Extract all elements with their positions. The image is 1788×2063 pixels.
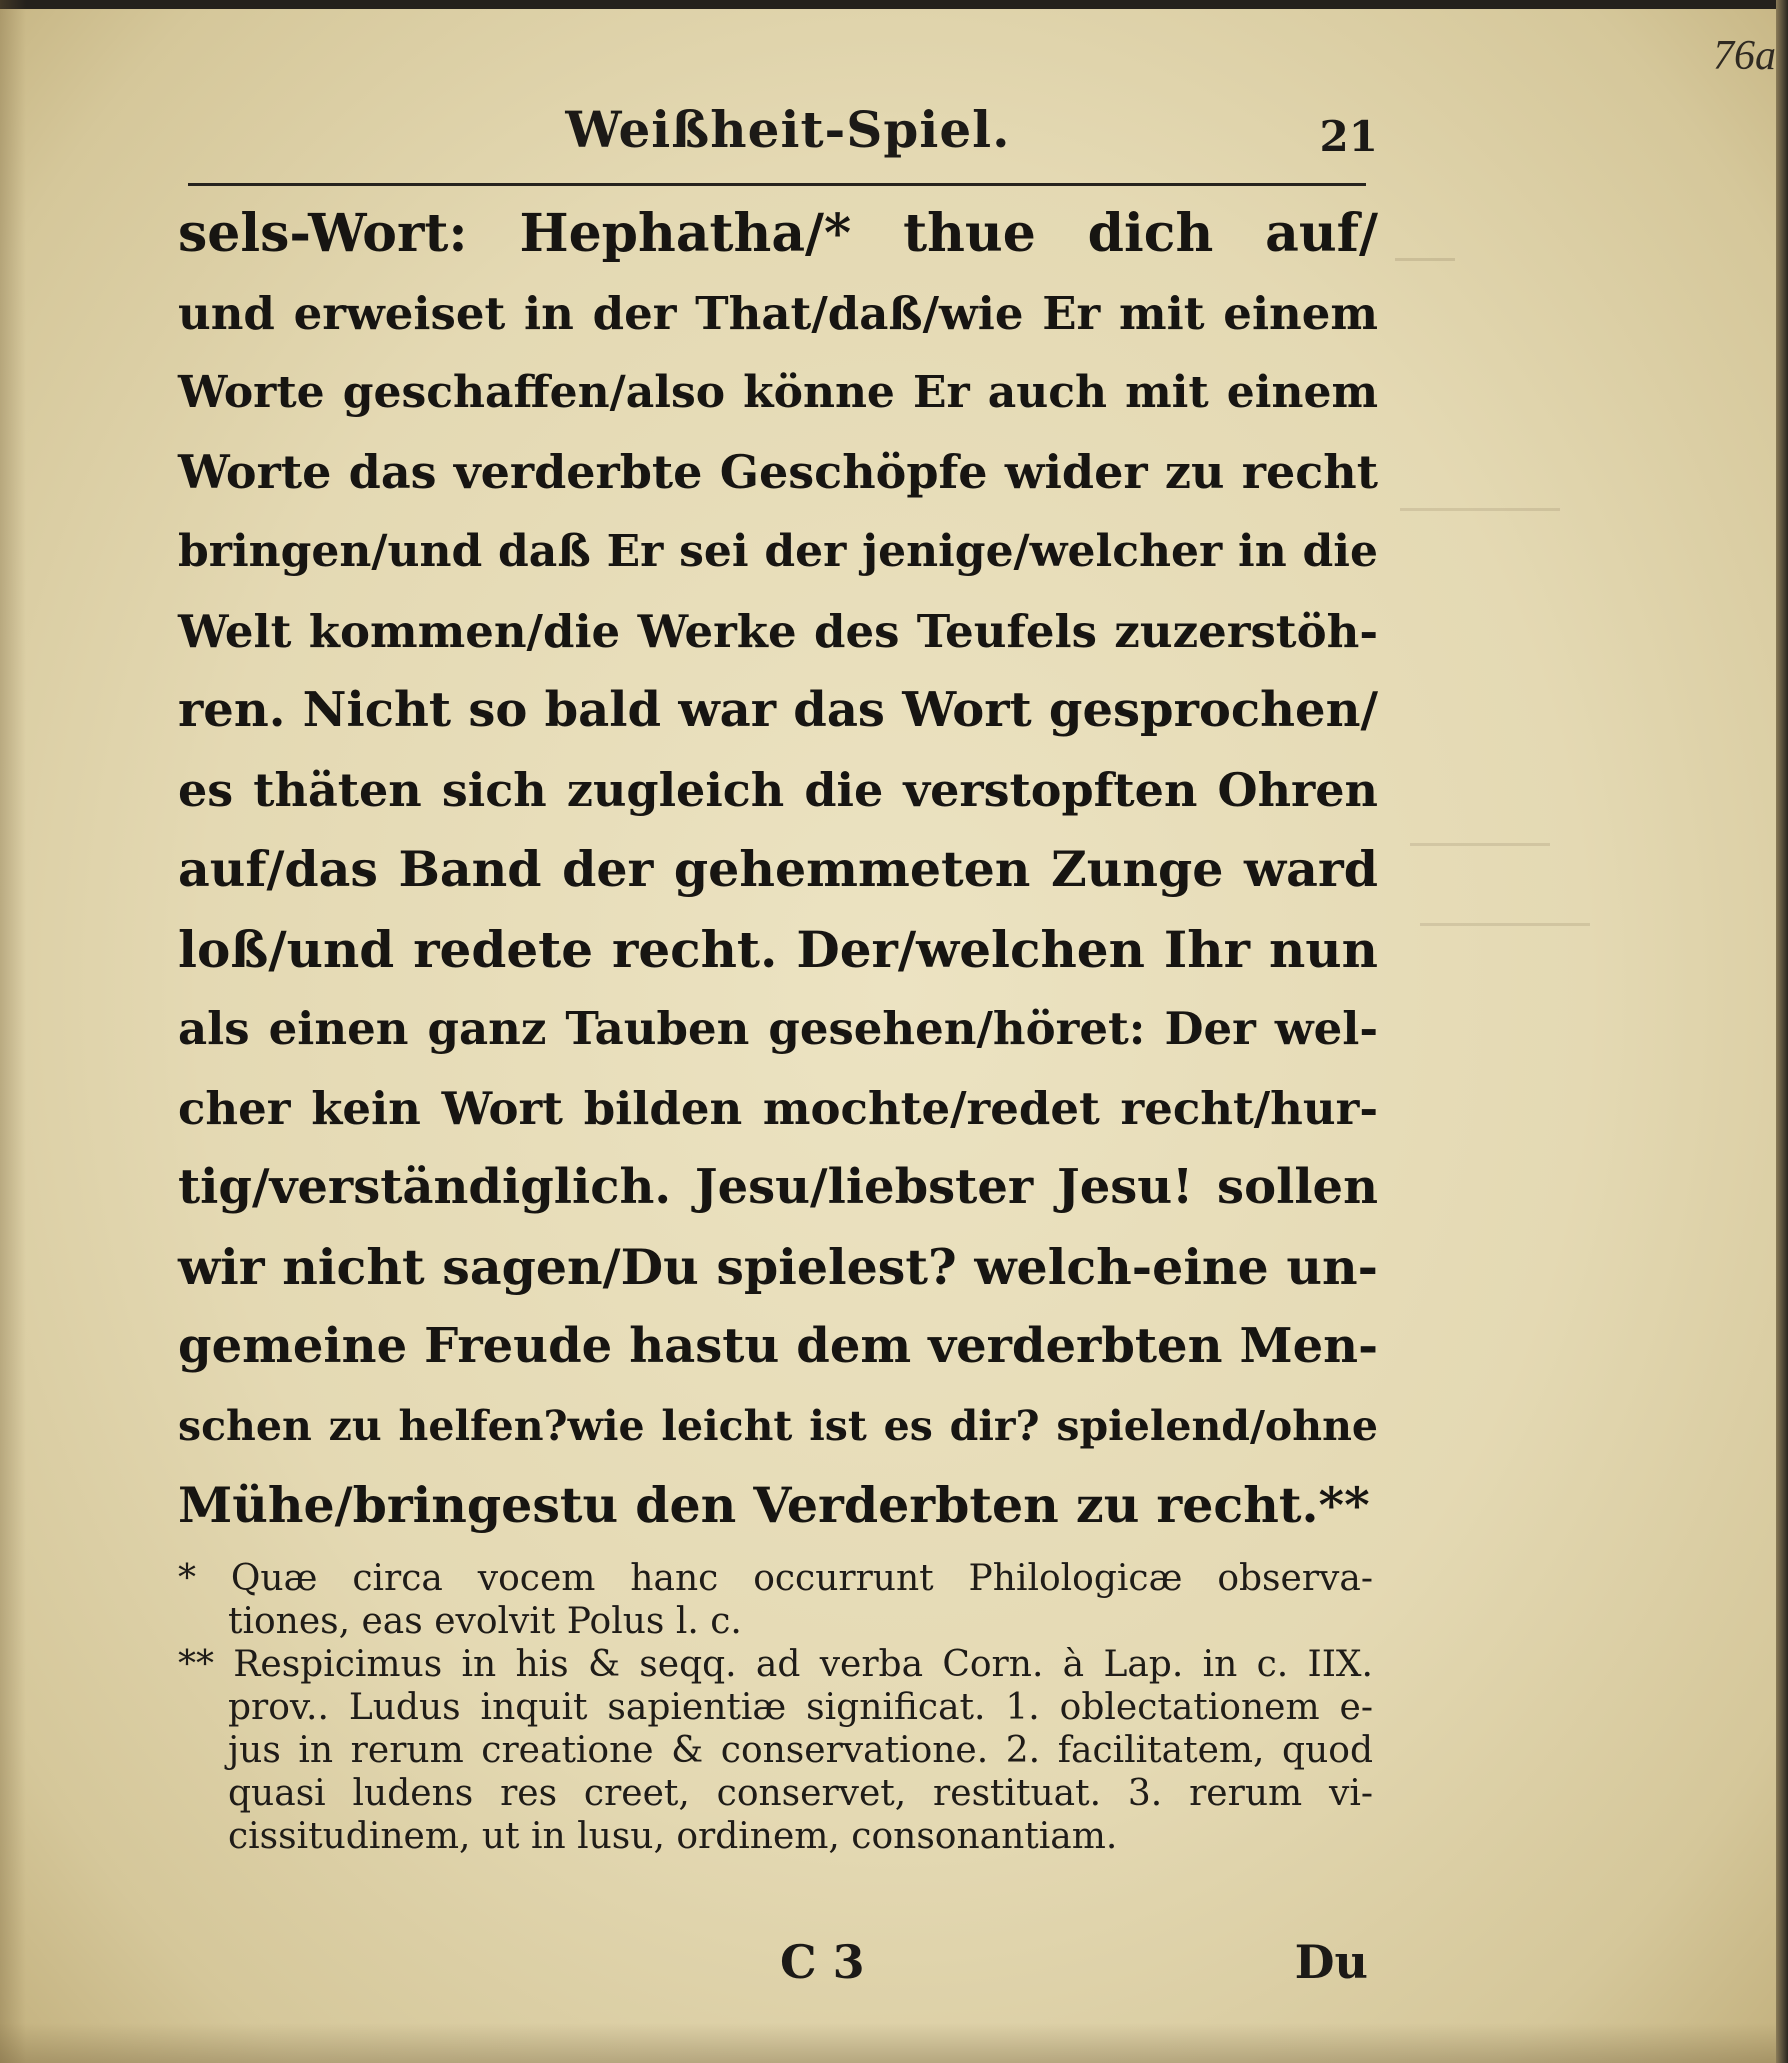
page-shadow-left	[0, 0, 26, 2063]
body-line: als einen ganz Tauben gesehen/höret: Der wel-	[178, 1002, 1378, 1055]
footnote-line: cissitudinem, ut in lusu, ordinem, consonantiam.	[228, 1816, 1118, 1857]
body-line: schen zu helfen?wie leicht ist es dir? spielend/ohne	[178, 1401, 1378, 1450]
body-line: wir nicht sagen/Du spielest? welch-eine un-	[178, 1237, 1378, 1296]
footnote-line: tiones, eas evolvit Polus l. c.	[228, 1601, 742, 1642]
bleed-through-mark	[1420, 905, 1590, 926]
bleed-through-mark	[1395, 240, 1455, 261]
page-number: 21	[1319, 112, 1378, 161]
body-line: ren. Nicht so bald war das Wort gesprochen/	[178, 682, 1378, 738]
page-shadow-bottom	[0, 2023, 1788, 2063]
running-title: Weißheit-Spiel.	[565, 100, 1011, 159]
body-line: auf/das Band der gehemmeten Zunge ward	[178, 840, 1378, 898]
body-line: Worte das verderbte Geschöpfe wider zu recht	[178, 444, 1378, 499]
footnote-line: jus in rerum creatione & conservatione. 2. facilitatem, quod	[228, 1730, 1373, 1771]
body-line: es thäten sich zugleich die verstopften Ohren	[178, 762, 1378, 817]
footnotes	[178, 1557, 1373, 1858]
body-line: cher kein Wort bilden mochte/redet recht/hur-	[178, 1081, 1378, 1135]
bleed-through-mark	[1400, 490, 1560, 511]
header-rule	[188, 183, 1366, 186]
handwritten-folio-number: 76a	[1713, 33, 1776, 79]
body-line: und erweiset in der That/daß/wie Er mit einem	[178, 286, 1378, 340]
body-text	[178, 194, 1378, 1546]
body-line: Worte geschaffen/also könne Er auch mit einem	[178, 367, 1378, 418]
scan-edge-top	[0, 0, 1788, 9]
footnote-line: prov.. Ludus inquit sapientiæ significat. 1. oblectationem e-	[228, 1687, 1373, 1728]
bleed-through-mark	[1410, 825, 1550, 846]
footnote-line: quasi ludens res creet, conservet, restituat. 3. rerum vi-	[228, 1773, 1373, 1814]
body-line: bringen/und daß Er sei der jenige/welcher in die	[178, 526, 1378, 577]
catchword: Du	[1294, 1935, 1368, 1989]
body-line: gemeine Freude hastu dem verderbten Men-	[178, 1318, 1378, 1374]
scan-edge-right	[1776, 0, 1788, 2063]
signature-mark: C 3	[780, 1935, 865, 1989]
running-head	[178, 100, 1378, 180]
body-line: Mühe/bringestu den Verderbten zu recht.**	[178, 1476, 1370, 1534]
body-line: Welt kommen/die Werke des Teufels zuzerstöh-	[178, 604, 1378, 658]
body-line: loß/und redete recht. Der/welchen Ihr nun	[178, 919, 1378, 979]
footnote-line: * Quæ circa vocem hanc occurrunt Philologicæ observa-	[178, 1558, 1373, 1599]
body-line: sels-Wort: Hephatha/* thue dich auf/	[178, 203, 1378, 264]
footnote-line: ** Respicimus in his & seqq. ad verba Corn. à Lap. in c. IIX.	[178, 1644, 1373, 1685]
body-line: tig/verständiglich. Jesu/liebster Jesu! sollen	[178, 1159, 1378, 1215]
